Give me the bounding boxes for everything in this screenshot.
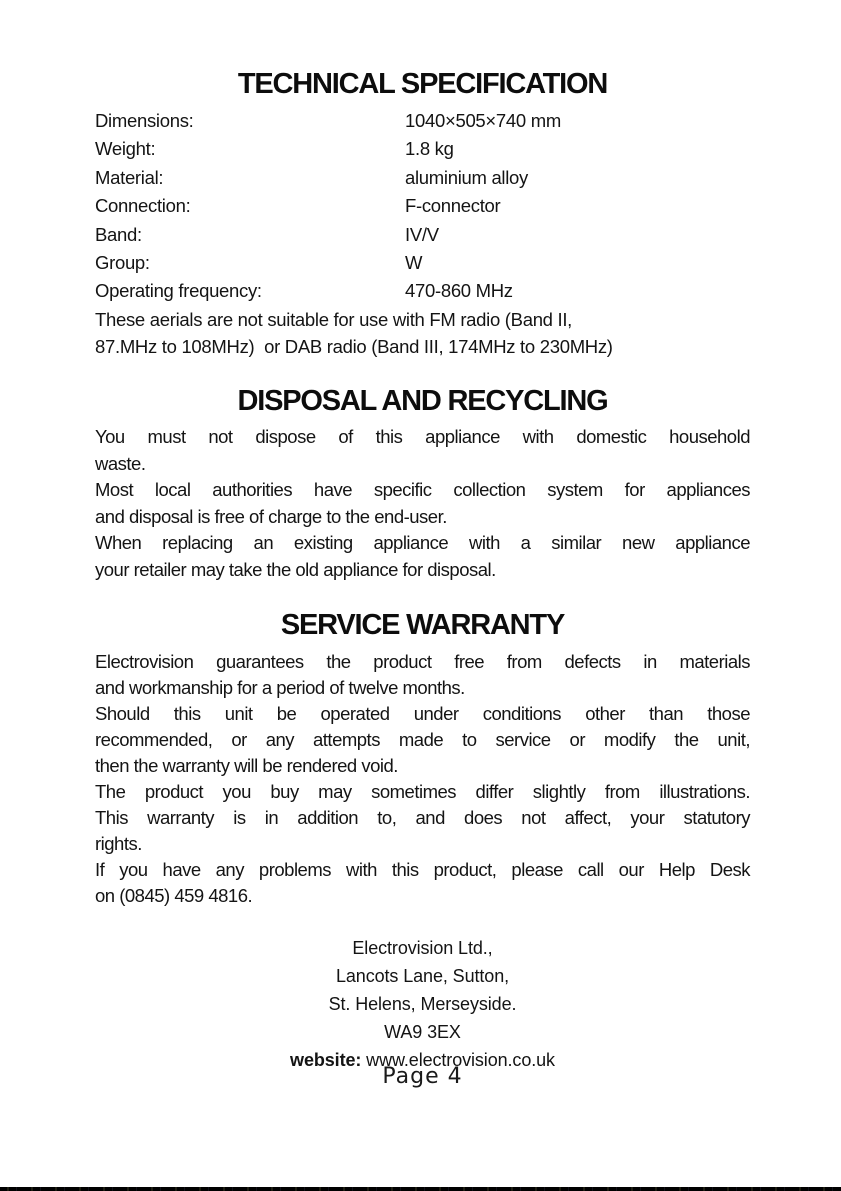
spec-row-dimensions (95, 110, 775, 138)
company-address-block (95, 934, 750, 1074)
spec-label: Material: (95, 166, 164, 188)
text-line: Most local authorities have specific collection system for appliances (95, 479, 750, 501)
address-line-postcode: WA9 3EX (384, 1022, 461, 1042)
spec-value: F-connector (405, 195, 501, 217)
spec-value: 1040×505×740 mm (405, 110, 561, 131)
spec-value: aluminium alloy (405, 166, 528, 188)
text-line: recommended, or any attempts made to service or modify the unit, (95, 729, 750, 750)
spec-row-weight (95, 138, 775, 166)
spec-row-material (95, 167, 775, 195)
spec-value: IV/V (405, 223, 439, 245)
text-line: your retailer may take the old appliance for disposal. (95, 558, 496, 580)
text-line: The product you buy may sometimes differ slightly from illustrations. (95, 781, 750, 802)
disposal-text (95, 424, 750, 584)
text-line: You must not dispose of this appliance with domestic household (95, 426, 750, 447)
spec-label: Connection: (95, 195, 191, 217)
text-line: If you have any problems with this product, please call our Help Desk (95, 859, 750, 880)
spec-label: Group: (95, 251, 150, 273)
address-line-company: Electrovision Ltd., (352, 938, 493, 958)
text-line: rights. (95, 833, 142, 854)
spec-value: 470-860 MHz (405, 280, 513, 302)
spec-note (95, 306, 815, 360)
text-line: Should this unit be operated under conditions other than those (95, 703, 750, 724)
spec-note-line: 87.MHz to 108MHz) or DAB radio (Band III, 174MHz to 230MHz) (95, 336, 613, 357)
spec-value: 1.8 kg (405, 138, 454, 160)
text-line: This warranty is in addition to, and does not affect, your statutory (95, 807, 750, 828)
spec-row-connection (95, 195, 775, 223)
text-line: and workmanship for a period of twelve months. (95, 677, 465, 698)
spec-label: Dimensions: (95, 110, 194, 131)
spec-note-line: These aerials are not suitable for use with FM radio (Band II, (95, 309, 573, 330)
spec-row-band (95, 224, 775, 252)
address-line-street: Lancots Lane, Sutton, (335, 966, 510, 986)
section-title-technical-specification: TECHNICAL SPECIFICATION (237, 68, 608, 100)
website-label: website: (290, 1050, 362, 1070)
text-line: Electrovision guarantees the product free from defects in materials (95, 651, 750, 672)
address-line-town: St. Helens, Merseyside. (328, 994, 517, 1014)
text-line: When replacing an existing appliance with a similar new appliance (95, 532, 750, 554)
page-number: Page 4 (382, 1064, 463, 1089)
warranty-text (95, 649, 750, 909)
section-title-disposal-recycling: DISPOSAL AND RECYCLING (237, 385, 608, 417)
spec-label: Operating frequency: (95, 280, 262, 302)
spec-row-operating-frequency (95, 280, 775, 308)
spec-row-group (95, 252, 775, 280)
spec-label: Band: (95, 223, 142, 245)
section-title-service-warranty: SERVICE WARRANTY (280, 609, 565, 641)
spec-table (95, 110, 775, 309)
text-line: then the warranty will be rendered void. (95, 755, 398, 776)
spec-label: Weight: (95, 138, 156, 160)
website-url: www.electrovision.co.uk (366, 1050, 555, 1070)
text-line: on (0845) 459 4816. (95, 885, 253, 906)
scan-artifact-line (0, 1187, 841, 1191)
text-line: waste. (95, 452, 146, 474)
spec-value: W (405, 251, 423, 273)
text-line: and disposal is free of charge to the end-user. (95, 505, 447, 527)
